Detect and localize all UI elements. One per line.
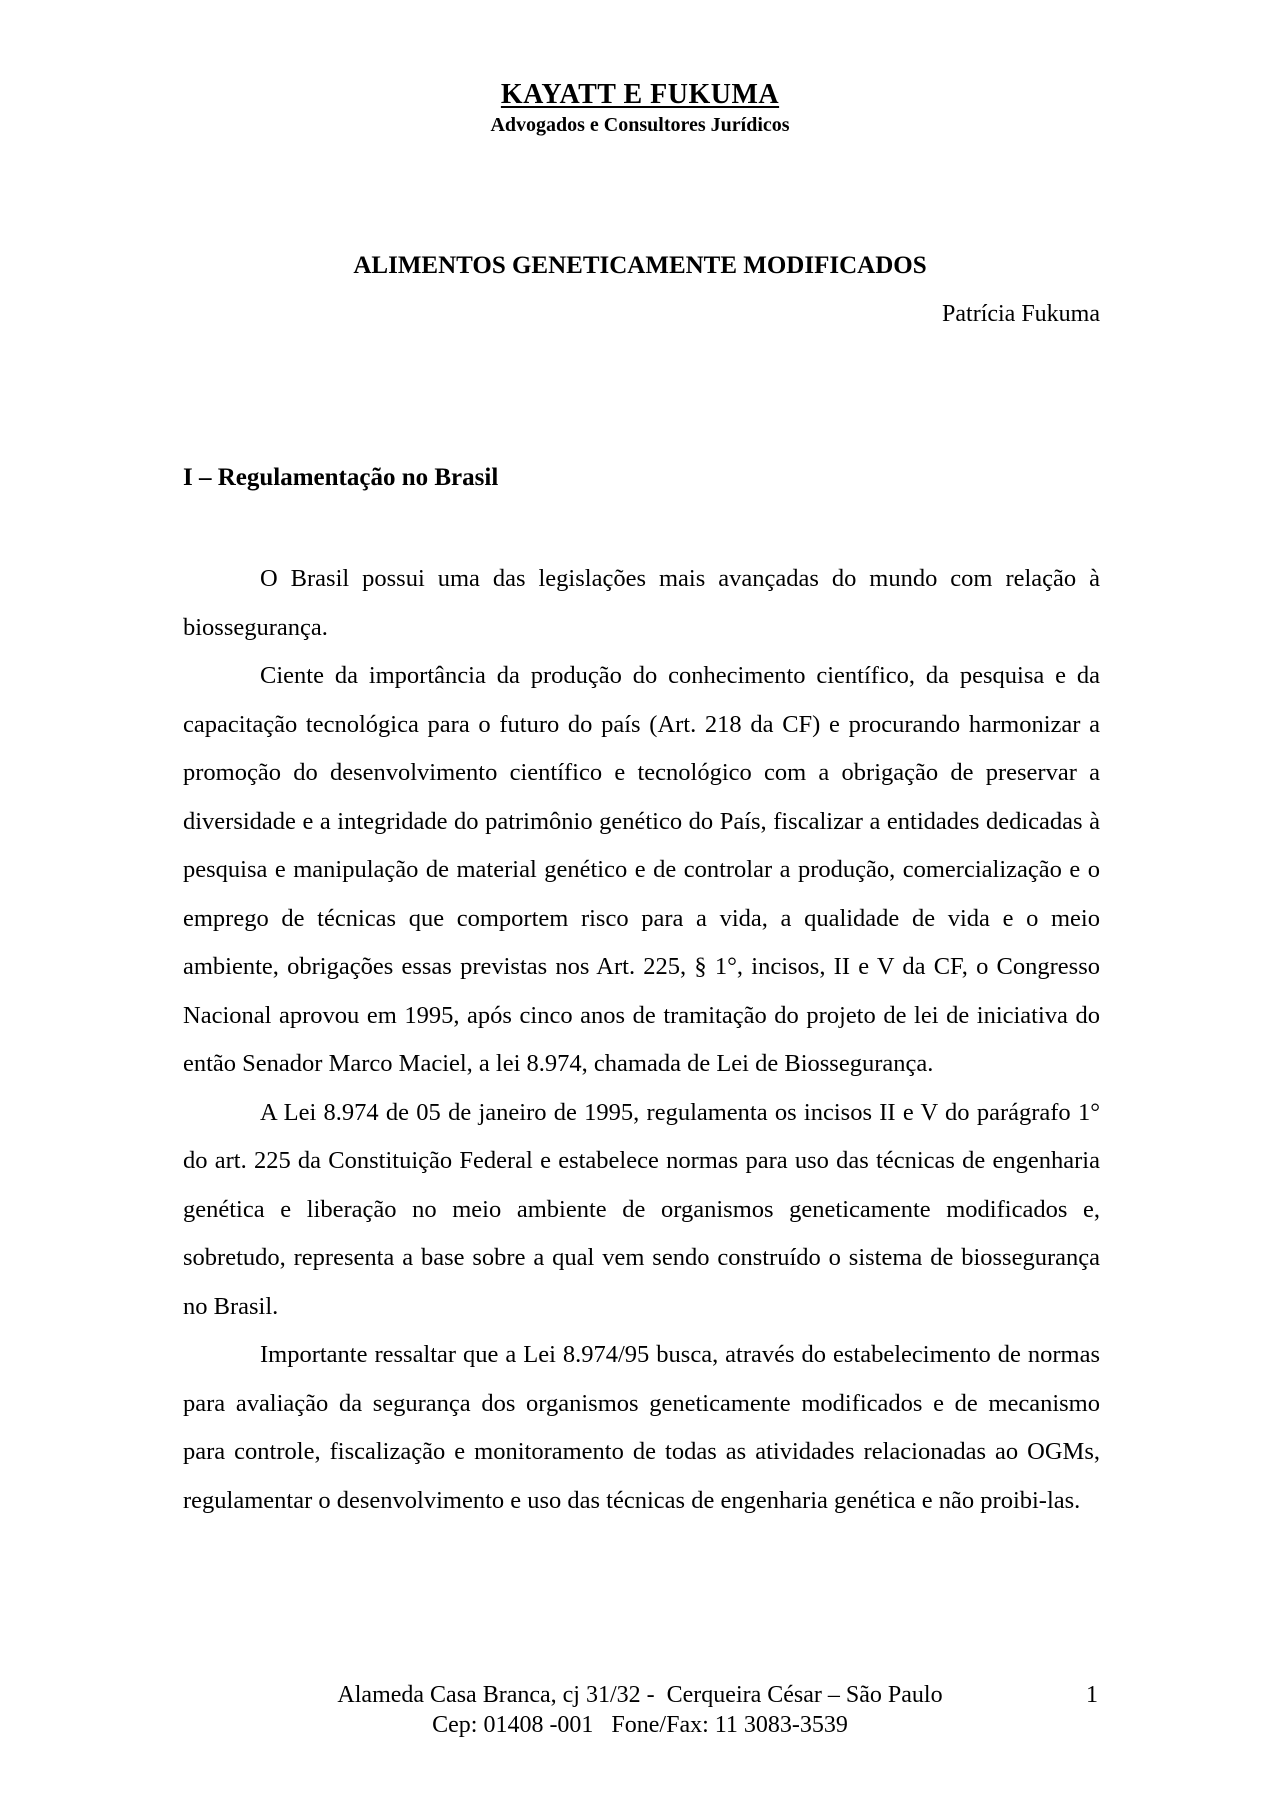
firm-subtitle: Advogados e Consultores Jurídicos [490,114,790,136]
body-text [183,555,1100,1525]
paragraph: O Brasil possui uma das legislações mais avançadas do mundo com relação à biossegurança. [183,565,1100,641]
document-title: ALIMENTOS GENETICAMENTE MODIFICADOS [353,252,927,279]
paragraph: A Lei 8.974 de 05 de janeiro de 1995, regulamenta os incisos II e V do parágrafo 1° do art. 225 da Constituição Federal e estabelece normas para uso das técnicas de engenharia genética e liberação no meio ambiente de organismos geneticamente modificados e, sobretudo, representa a base sobre a qual vem sendo construído o sistema de biossegurança no Brasil. [183,1098,1100,1320]
paragraph: Importante ressaltar que a Lei 8.974/95 busca, através do estabelecimento de normas para avaliação da segurança dos organismos geneticamente modificados e de mecanismo para controle, fiscalização e monitoramento de todas as atividades relacionadas ao OGMs, regulamentar o desenvolvimento e uso das técnicas de engenharia genética e não proibi-las. [183,1341,1100,1514]
firm-name: KAYATT E FUKUMA [500,79,780,110]
author-name: Patrícia Fukuma [942,301,1100,327]
section-heading: I – Regulamentação no Brasil [183,464,499,491]
letterhead [0,78,1280,138]
page-number: 1 [1086,1682,1098,1708]
footer-contact: Cep: 01408 -001 Fone/Fax: 11 3083-3539 [432,1712,848,1738]
footer-address: Alameda Casa Branca, cj 31/32 - Cerqueira César – São Paulo [337,1682,943,1708]
paragraph: Ciente da importância da produção do conhecimento científico, da pesquisa e da capacitação tecnológica para o futuro do país (Art. 218 da CF) e procurando harmonizar a promoção do desenvolvimento científico e tecnológico com a obrigação de preservar a diversidade e a integridade do patrimônio genético do País, fiscalizar a entidades dedicadas à pesquisa e manipulação de material genético e de controlar a produção, comercialização e o emprego de técnicas que comportem risco para a vida, a qualidade de vida e o meio ambiente, obrigações essas previstas nos Art. 225, § 1°, incisos, II e V da CF, o Congresso Nacional aprovou em 1995, após cinco anos de tramitação do projeto de lei de iniciativa do então Senador Marco Maciel, a lei 8.974, chamada de Lei de Biossegurança. [183,662,1100,1077]
